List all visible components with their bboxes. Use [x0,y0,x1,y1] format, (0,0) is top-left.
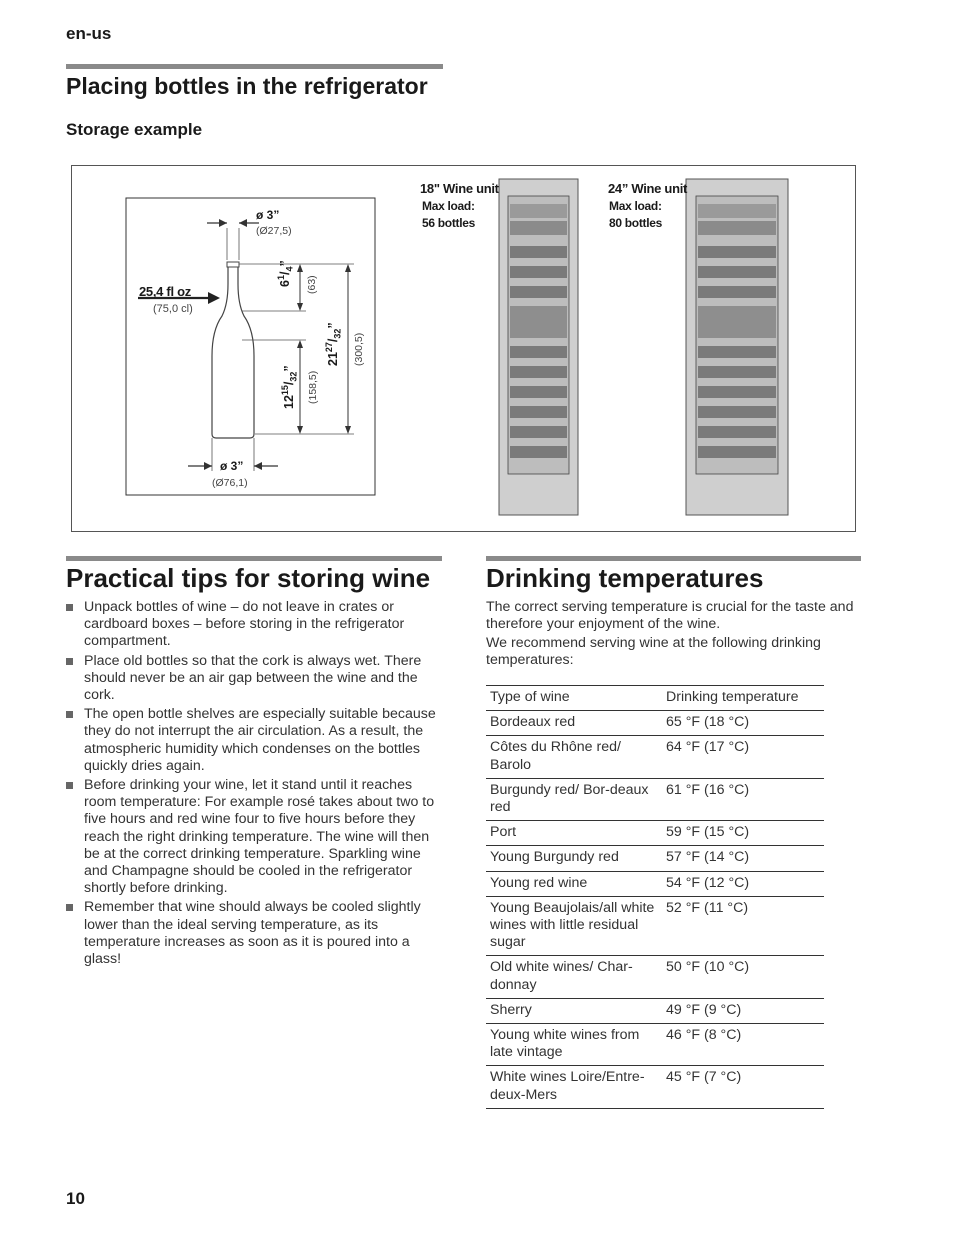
table-row [486,821,824,846]
neck-diameter-label: ø 3” [256,208,280,222]
wine-type: Port [486,821,662,846]
temps-title: Drinking temperatures [486,563,764,593]
total-height-label: $21^{27}/_{32}$” [324,322,343,366]
subtitle-storage-example: Storage example [66,120,203,139]
bullet-icon [66,711,73,718]
table-row [486,711,824,736]
wine-type: Young Burgundy red [486,846,662,871]
wine-temp: 59 °F (15 °C) [662,821,824,846]
wine-type: Sherry [486,998,662,1023]
wine-type: Old white wines/ Char-donnay [486,956,662,998]
tip-item: Unpack bottles of wine – do not leave in crates or cardboard boxes – before storing in the refrigerator compartment. [66,599,442,651]
wine-temp: 57 °F (14 °C) [662,846,824,871]
tips-list [66,599,442,968]
unit18-load-label: Max load: [422,199,475,213]
table-header-row [486,686,824,711]
total-height-mm: (300,5) [353,332,365,366]
wine-temp: 45 °F (7 °C) [662,1066,824,1108]
table-row [486,736,824,778]
section-rule [66,64,443,69]
wine-type: Young Beaujolais/all white wines with little residual sugar [486,896,662,956]
wine-temp: 64 °F (17 °C) [662,736,824,778]
wine-temp: 52 °F (11 °C) [662,896,824,956]
tips-list-container [66,599,442,970]
tip-item: Place old bottles so that the cork is always wet. There should never be an air gap between the wine and the cork. [66,653,442,705]
table-row [486,871,824,896]
table-row [486,846,824,871]
table-row [486,956,824,998]
unit24-load-label: Max load: [609,199,662,213]
storage-figure [71,165,856,532]
table-header: Type of wine [486,686,662,711]
wine-temp: 61 °F (16 °C) [662,778,824,820]
wine-type: Bordeaux red [486,711,662,736]
wine-type: Young white wines from late vintage [486,1024,662,1066]
page-number: 10 [66,1189,85,1208]
temps-table [486,685,824,1109]
language-code: en-us [66,24,112,43]
neck-diameter-mm: (Ø27,5) [256,225,292,237]
wine-temp: 46 °F (8 °C) [662,1024,824,1066]
unit18-title: 18" Wine unit [420,181,499,196]
temps-rule [486,556,861,561]
base-diameter-label: ø 3” [220,459,244,473]
temps-intro-1: The correct serving temperature is crucial for the taste and therefore your enjoyment of the wine. [486,599,854,633]
table-row [486,896,824,956]
wine-type: Young red wine [486,871,662,896]
tip-item: Before drinking your wine, let it stand until it reaches room temperature: For example rosé takes about two to five hours and red wine four to five hours before they reach the right drinking temperature. The wine will then be at the correct drinking temperature. Sparkling wine and Champagne should be cooled in the refrigerator shortly before drinking. [66,777,442,897]
wine-temp: 49 °F (9 °C) [662,998,824,1023]
table-row [486,1024,824,1066]
table-row [486,1066,824,1108]
wine-type: Côtes du Rhône red/ Barolo [486,736,662,778]
neck-height-mm: (63) [306,275,318,294]
tips-rule [66,556,442,561]
wine-type: Burgundy red/ Bor-deaux red [486,778,662,820]
volume-label: 25,4 fl oz [139,284,191,299]
unit24-title: 24” Wine unit [608,181,688,196]
unit18-load-value: 56 bottles [422,216,476,230]
table-row [486,998,824,1023]
unit24-load-value: 80 bottles [609,216,663,230]
wine-temp: 50 °F (10 °C) [662,956,824,998]
wine-temp: 54 °F (12 °C) [662,871,824,896]
wine-type: White wines Loire/Entre-deux-Mers [486,1066,662,1108]
bullet-icon [66,658,73,665]
bullet-icon [66,782,73,789]
bullet-icon [66,904,73,911]
section-title-placing: Placing bottles in the refrigerator [66,73,428,99]
neck-height-label: $6^1/_4$” [276,260,295,287]
table-row [486,778,824,820]
body-height-mm: (158,5) [307,370,319,404]
temps-intro-2: We recommend serving wine at the following drinking temperatures: [486,635,821,669]
base-diameter-mm: (Ø76,1) [212,477,248,489]
wine-temp: 65 °F (18 °C) [662,711,824,736]
body-height-label: $12^{15}/_{32}$” [280,365,299,409]
bullet-icon [66,604,73,611]
volume-metric: (75,0 cl) [153,303,193,315]
tips-title: Practical tips for storing wine [66,563,431,593]
temps-table-container [486,685,824,1109]
table-header: Drinking temperature [662,686,824,711]
tip-item: Remember that wine should always be cooled slightly lower than the ideal serving temperature, as its temperature increases as soon as it is poured into a glass! [66,899,442,968]
tip-item: The open bottle shelves are especially suitable because they do not interrupt the air circulation. As a result, the atmospheric humidity which condenses on the bottles quickly dries again. [66,706,442,775]
